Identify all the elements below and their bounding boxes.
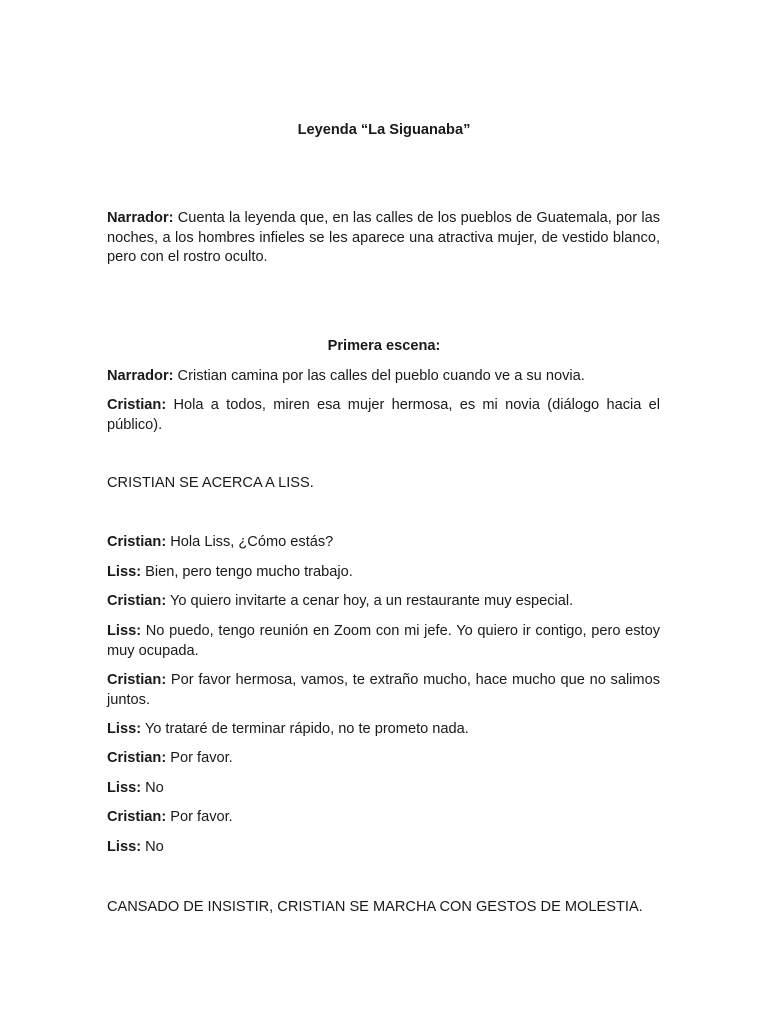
speaker-label: Cristian: (107, 534, 167, 550)
dialogue-text: Hola Liss, ¿Cómo estás? (166, 534, 334, 550)
dialogue-text: Yo quiero invitarte a cenar hoy, a un restaurante muy especial. (166, 593, 574, 609)
stage-direction (107, 898, 660, 918)
dialogue-text: Por favor hermosa, vamos, te extraño mucho, hace mucho que no salimos juntos. (107, 672, 660, 708)
script-line (107, 779, 660, 799)
dialogue-text: Por favor. (166, 809, 233, 825)
speaker-label: Liss: (107, 564, 142, 580)
speaker-label: Liss: (107, 839, 142, 855)
script-line (107, 622, 660, 661)
speaker-label: Liss: (107, 780, 142, 796)
scene-heading: Primera escena: (327, 338, 441, 354)
script-line (107, 749, 660, 769)
speaker-label: Cristian: (107, 593, 167, 609)
script-line (107, 838, 660, 858)
speaker-label: Narrador: (107, 368, 174, 384)
script-line (107, 367, 660, 387)
intro-paragraph (107, 209, 660, 268)
speaker-label: Cristian: (107, 750, 167, 766)
speaker-label: Liss: (107, 721, 142, 737)
script-line (107, 533, 660, 553)
dialogue-text: No (141, 780, 164, 796)
stage-direction-text: CANSADO DE INSISTIR, CRISTIAN SE MARCHA CON GESTOS DE MOLESTIA. (107, 899, 643, 915)
dialogue-text: Por favor. (166, 750, 233, 766)
script-line (107, 592, 660, 612)
speaker-label: Cristian: (107, 397, 167, 413)
script-line (107, 808, 660, 828)
document-title: Leyenda “La Siguanaba” (297, 122, 471, 138)
dialogue-text: Bien, pero tengo mucho trabajo. (141, 564, 353, 580)
dialogue-text: No puedo, tengo reunión en Zoom con mi jefe. Yo quiero ir contigo, pero estoy muy ocupada. (107, 623, 660, 659)
dialogue-text: Cristian camina por las calles del pueblo cuando ve a su novia. (173, 368, 585, 384)
dialogue-text: Hola a todos, miren esa mujer hermosa, es mi novia (diálogo hacia el público). (107, 397, 660, 433)
dialogue-text: No (141, 839, 164, 855)
speaker-label: Cristian: (107, 672, 167, 688)
dialogue-text: Yo trataré de terminar rápido, no te prometo nada. (141, 721, 469, 737)
stage-direction-text: CRISTIAN SE ACERCA A LISS. (107, 475, 314, 491)
script-line (107, 396, 660, 435)
speaker-label: Liss: (107, 623, 142, 639)
speaker-label: Narrador: (107, 210, 174, 226)
speaker-label: Cristian: (107, 809, 167, 825)
script-line (107, 671, 660, 710)
stage-direction (107, 474, 660, 494)
dialogue-text: Cuenta la leyenda que, en las calles de los pueblos de Guatemala, por las noches, a los hombres infieles se les aparece una atractiva mujer, de vestido blanco, pero con el rostro oculto. (107, 210, 660, 265)
script-line (107, 720, 660, 740)
script-line (107, 563, 660, 583)
